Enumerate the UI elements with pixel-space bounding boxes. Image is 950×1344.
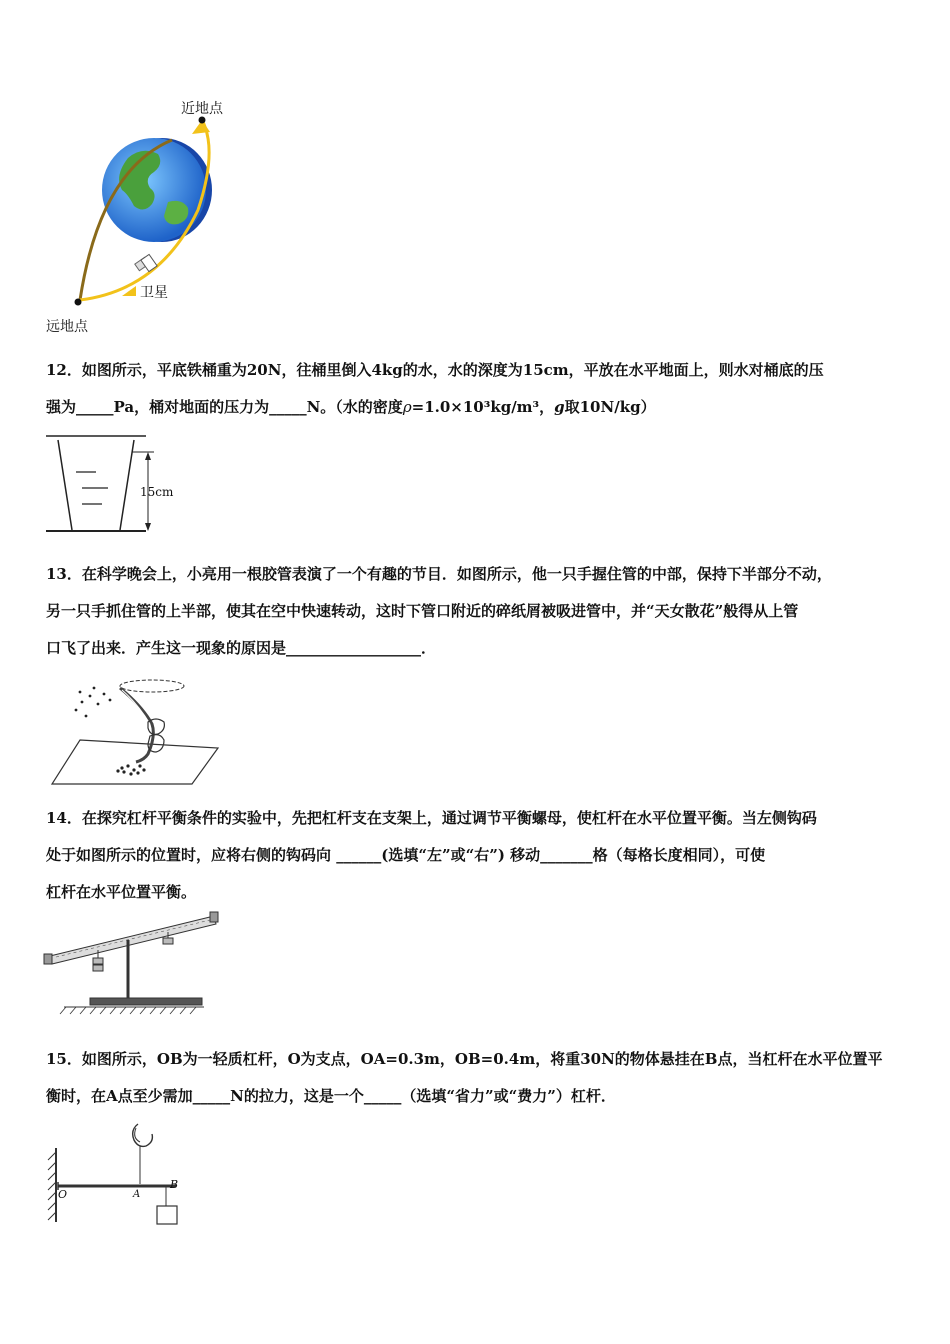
q14-line-2: 处于如图所示的位置时，应将右侧的钩码向 ______(选填“左”或“右”) 移动_______格（每格长度相同），可使 xyxy=(46,846,766,864)
satellite-label: 卫星 xyxy=(140,285,168,301)
apogee-dot xyxy=(75,299,82,306)
g-symbol: g xyxy=(554,398,565,416)
q13-line-1: 13．在科学晚会上，小亮用一根胶管表演了一个有趣的节目．如图所示，他一只手握住管的中部，保持下半部分不动， xyxy=(46,565,832,583)
point-b-label: B xyxy=(170,1178,179,1191)
q12-line-2b: =1.0×10³kg/m³， xyxy=(411,398,555,416)
q12-line-2 xyxy=(46,389,908,426)
question-12 xyxy=(46,352,908,426)
apogee-label: 远地点 xyxy=(46,319,88,335)
question-15 xyxy=(46,1041,908,1115)
q13-line-2: 另一只手抓住管的上半部，使其在空中快速转动，这时下管口附近的碎纸屑被吸进管中，并“天女散花”般得从上管 xyxy=(46,602,799,620)
point-o-label: O xyxy=(58,1188,68,1201)
q12-line-1: 12．如图所示，平底铁桶重为20N，往桶里倒入4kg的水，水的深度为15cm，平放在水平地面上，则水对桶底的压 xyxy=(46,361,824,379)
q12-line-2c: 取10N/kg） xyxy=(564,398,656,416)
rho-symbol: ρ xyxy=(402,398,412,416)
q13-line-3: 口飞了出来．产生这一现象的原因是__________________． xyxy=(46,639,437,657)
q15-line-1: 15．如图所示，OB为一轻质杠杆，O为支点，OA=0.3m，OB=0.4m，将重30N的物体悬挂在B点，当杠杆在水平位置平 xyxy=(46,1050,883,1068)
question-14 xyxy=(46,800,908,911)
hose-diagram xyxy=(52,676,222,788)
lever-wall-diagram xyxy=(44,1120,194,1230)
question-13 xyxy=(46,556,908,667)
lever-stand-diagram xyxy=(44,910,224,1016)
q12-line-2a: 强为_____Pa，桶对地面的压力为_____N。（水的密度 xyxy=(46,398,403,416)
q14-line-1: 14．在探究杠杆平衡条件的实验中，先把杠杆支在支架上，通过调节平衡螺母，使杠杆在水平位置平衡。当左侧钩码 xyxy=(46,809,817,827)
perigee-label: 近地点 xyxy=(181,101,223,117)
q15-line-2: 衡时，在A点至少需加_____N的拉力，这是一个_____（选填“省力”或“费力”）杠杆． xyxy=(46,1087,616,1105)
q14-line-3: 杠杆在水平位置平衡。 xyxy=(46,883,197,901)
point-a-label: A xyxy=(133,1189,141,1200)
depth-label: 15cm xyxy=(140,485,174,499)
